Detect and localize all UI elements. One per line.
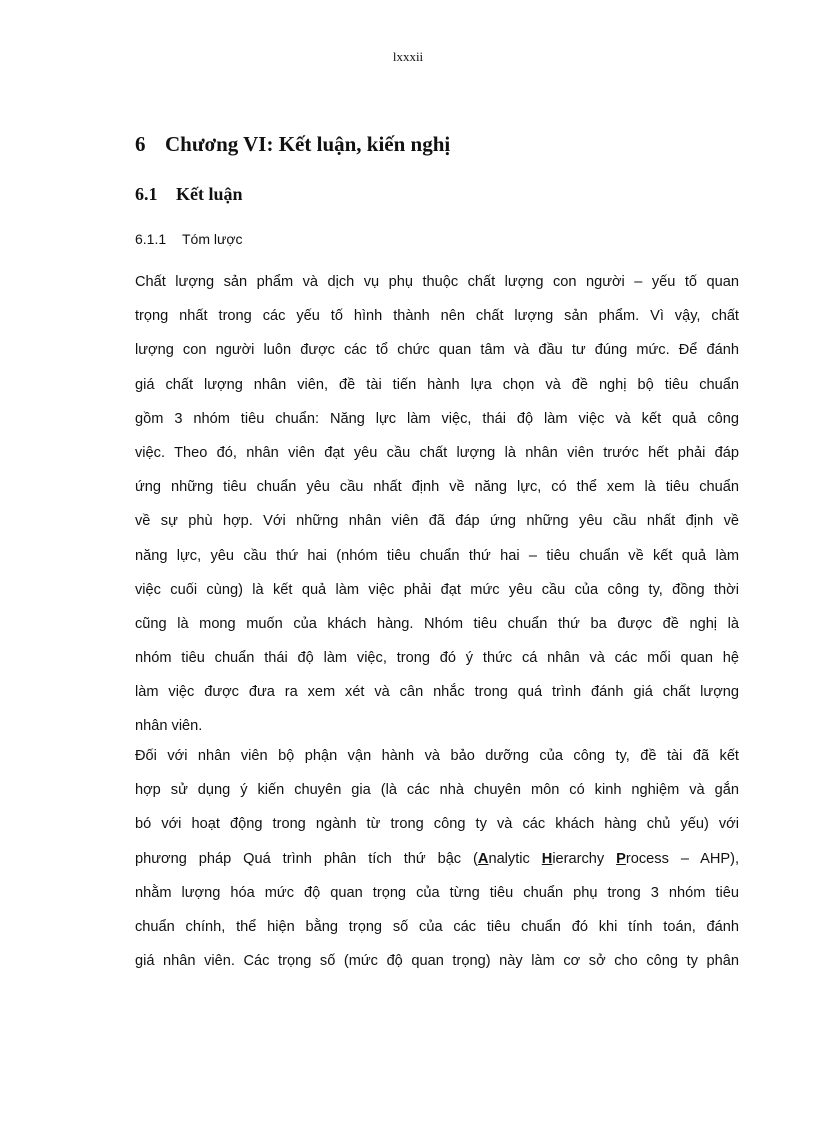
ahp-letter-a: A — [477, 850, 489, 867]
ahp-word-analytic: nalytic — [488, 850, 542, 867]
paragraph-line: năng lực, yêu cầu thứ hai (nhóm tiêu chuẩn thứ hai – tiêu chuẩn về kết quả làm — [135, 547, 739, 564]
chapter-number: 6 — [135, 132, 146, 156]
subsection-number: 6.1.1 — [135, 231, 167, 247]
summary-paragraph-1 — [135, 265, 739, 744]
paragraph-line: bó với hoạt động trong ngành từ trong công ty và các khách hàng chủ yếu) với — [135, 816, 739, 833]
ahp-line-start: phương pháp Quá trình phân tích thứ bậc ( — [135, 850, 478, 867]
section-title: Kết luận — [176, 184, 243, 204]
chapter-heading — [135, 132, 450, 157]
paragraph-line: việc cuối cùng) là kết quả làm việc phải đạt mức yêu cầu của công ty, đồng thời — [135, 581, 739, 598]
paragraph-line: gồm 3 nhóm tiêu chuẩn: Năng lực làm việc, thái độ làm việc và kết quả công — [135, 410, 739, 427]
ahp-word-process: rocess – AHP), — [625, 850, 740, 867]
paragraph-line: lượng con người luôn được các tổ chức quan tâm và đầu tư đúng mức. Để đánh — [135, 342, 739, 359]
subsection-heading — [135, 231, 243, 247]
summary-paragraph-2 — [135, 739, 739, 978]
ahp-letter-p: P — [616, 850, 626, 867]
paragraph-line: về sự phù hợp. Với những nhân viên đã đáp ứng những yêu cầu nhất định về — [135, 513, 739, 530]
page-number: lxxxii — [392, 49, 424, 64]
paragraph-line: làm việc được đưa ra xem xét và cân nhắc trong quá trình đánh giá chất lượng — [135, 684, 739, 701]
paragraph-line: nhóm tiêu chuẩn thái độ làm việc, trong đó ý thức cá nhân và các mối quan hệ — [135, 650, 739, 667]
subsection-title: Tóm lược — [182, 231, 243, 247]
ahp-word-hierarchy: ierarchy — [552, 850, 617, 867]
paragraph-line: chuẩn chính, thể hiện bằng trọng số của các tiêu chuẩn đó khi tính toán, đánh — [135, 918, 739, 935]
ahp-letter-h: H — [541, 850, 553, 867]
paragraph-line: ứng những tiêu chuẩn yêu cầu nhất định về năng lực, có thể xem là tiêu chuẩn — [135, 479, 739, 496]
paragraph-line: giá nhân viên. Các trọng số (mức độ quan trọng) này làm cơ sở cho công ty phân — [135, 953, 739, 970]
paragraph-line: Đối với nhân viên bộ phận vận hành và bảo dưỡng của công ty, đề tài đã kết — [135, 748, 739, 764]
paragraph-line: cũng là mong muốn của khách hàng. Nhóm tiêu chuẩn thứ ba được đề nghị là — [135, 615, 739, 632]
paragraph-line: Chất lượng sản phẩm và dịch vụ phụ thuộc chất lượng con người – yếu tố quan — [135, 274, 739, 290]
paragraph-line: hợp sử dụng ý kiến chuyên gia (là các nhà chuyên môn có kinh nghiệm và gắn — [135, 782, 739, 799]
paragraph-line: nhằm lượng hóa mức độ quan trọng của từng tiêu chuẩn phụ trong 3 nhóm tiêu — [135, 884, 739, 901]
paragraph-line: việc. Theo đó, nhân viên đạt yêu cầu chất lượng là nhân viên trước hết phải đáp — [135, 444, 739, 461]
section-heading — [135, 184, 243, 205]
paragraph-line: nhân viên. — [135, 718, 203, 735]
paragraph-line: trọng nhất trong các yếu tố hình thành nên chất lượng sản phẩm. Vì vậy, chất — [135, 308, 739, 325]
section-number: 6.1 — [135, 184, 158, 204]
chapter-title: Chương VI: Kết luận, kiến nghị — [165, 132, 451, 156]
paragraph-line: giá chất lượng nhân viên, đề tài tiến hành lựa chọn và đề nghị bộ tiêu chuẩn — [135, 376, 739, 393]
ahp-line — [135, 842, 739, 876]
